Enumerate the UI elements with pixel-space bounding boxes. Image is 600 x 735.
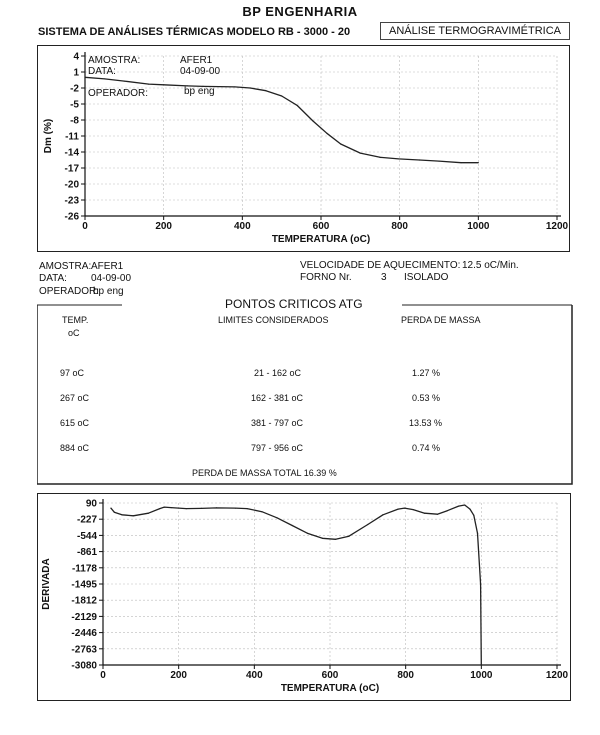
- data-point: [398, 158, 399, 159]
- chart-operador-label: OPERADOR:: [88, 88, 149, 99]
- data-point: [473, 515, 474, 516]
- info-operador-label: OPERADOR:: [39, 286, 100, 297]
- row-4-temp: 884 oC: [60, 443, 90, 453]
- data-point: [104, 78, 105, 79]
- x-tick-label: 800: [391, 221, 409, 232]
- col-temp-unit: oC: [68, 328, 80, 338]
- col-temp-header: TEMP.: [62, 315, 89, 325]
- y-tick-label: -2: [70, 83, 79, 95]
- y-tick-label: -1495: [71, 579, 97, 591]
- data-point: [438, 160, 439, 161]
- data-point: [413, 509, 414, 510]
- data-point: [478, 162, 479, 163]
- x-tick-label: 1000: [467, 221, 490, 232]
- x-tick-label: 0: [82, 221, 88, 232]
- y-tick-label: -11: [65, 131, 79, 143]
- data-point: [159, 508, 160, 509]
- y-tick-label: -20: [64, 179, 79, 191]
- data-point: [247, 508, 248, 509]
- x-axis-label: TEMPERATURA (oC): [280, 683, 380, 694]
- derivative-chart: [37, 493, 571, 701]
- x-axis-label: TEMPERATURA (oC): [271, 234, 371, 245]
- row-1-temp: 97 oC: [60, 368, 85, 378]
- total-mass-loss: PERDA DE MASSA TOTAL 16.39 %: [192, 468, 337, 478]
- y-tick-label: -2763: [71, 644, 97, 656]
- info-operador-value: bp eng: [93, 286, 124, 297]
- data-point: [360, 152, 361, 153]
- y-tick-label: -3080: [71, 660, 97, 672]
- data-point: [477, 533, 478, 534]
- tga-chart: [37, 45, 570, 252]
- furnace-status: ISOLADO: [404, 272, 449, 283]
- data-point: [163, 84, 164, 85]
- data-point: [250, 87, 251, 88]
- x-tick-label: 600: [321, 670, 339, 681]
- data-point: [424, 513, 425, 514]
- y-tick-label: -1812: [71, 595, 97, 607]
- y-tick-label: -861: [76, 547, 97, 559]
- system-title: SISTEMA DE ANÁLISES TÉRMICAS MODELO RB - 3000 - 20: [38, 26, 351, 38]
- data-point: [348, 536, 349, 537]
- y-tick-label: 1: [73, 67, 79, 79]
- y-tick-label: -5: [70, 99, 79, 111]
- data-point: [382, 514, 383, 515]
- data-point: [398, 509, 399, 510]
- data-point: [447, 510, 448, 511]
- data-point: [458, 505, 459, 506]
- y-tick-label: -544: [76, 530, 97, 542]
- x-tick-label: 800: [397, 670, 415, 681]
- chart-data-label: DATA:: [88, 66, 116, 77]
- data-point: [367, 524, 368, 525]
- data-point: [379, 157, 380, 158]
- y-tick-label: 90: [85, 498, 97, 510]
- data-point: [235, 508, 236, 509]
- data-point: [148, 513, 149, 514]
- data-point: [261, 511, 262, 512]
- y-tick-label: -17: [64, 163, 79, 175]
- info-data-value: 04-09-00: [91, 273, 132, 284]
- row-4-loss: 0.74 %: [412, 443, 441, 453]
- row-4-limits: 797 - 956 oC: [251, 443, 304, 453]
- data-point: [84, 77, 85, 78]
- y-tick-label: -2446: [71, 628, 97, 640]
- data-point: [313, 120, 314, 121]
- data-point: [201, 508, 202, 509]
- data-point: [481, 664, 482, 665]
- row-2-limits: 162 - 381 oC: [251, 393, 304, 403]
- info-amostra-value: AFER1: [91, 261, 124, 272]
- x-tick-label: 200: [155, 221, 173, 232]
- data-point: [340, 143, 341, 144]
- data-point: [164, 506, 165, 507]
- series-line: [111, 505, 481, 665]
- x-tick-label: 1200: [545, 221, 569, 232]
- x-tick-label: 0: [100, 670, 106, 681]
- y-tick-label: -8: [70, 115, 79, 127]
- col-limits-header: LIMITES CONSIDERADOS: [218, 315, 329, 325]
- data-point: [124, 80, 125, 81]
- row-3-temp: 615 oC: [60, 418, 90, 428]
- data-point: [292, 525, 293, 526]
- y-tick-label: -14: [64, 147, 79, 159]
- row-3-loss: 13.53 %: [409, 418, 443, 428]
- data-point: [297, 105, 298, 106]
- data-point: [186, 508, 187, 509]
- info-data-label: DATA:: [39, 273, 67, 284]
- data-point: [216, 507, 217, 508]
- x-tick-label: 600: [312, 221, 330, 232]
- y-tick-label: -2129: [71, 611, 97, 623]
- data-point: [121, 514, 122, 515]
- chart-amostra-label: AMOSTRA:: [88, 55, 141, 66]
- data-point: [281, 95, 282, 96]
- heating-rate-label: VELOCIDADE DE AQUECIMENTO:: [300, 260, 461, 271]
- data-point: [469, 509, 470, 510]
- row-1-loss: 1.27 %: [412, 368, 441, 378]
- y-tick-label: 4: [73, 51, 79, 63]
- company-title: BP ENGENHARIA: [242, 4, 358, 19]
- data-point: [460, 162, 461, 163]
- furnace-value: 3: [381, 272, 387, 283]
- col-loss-header: PERDA DE MASSA: [401, 315, 481, 325]
- row-2-loss: 0.53 %: [412, 393, 441, 403]
- data-point: [234, 86, 235, 87]
- x-tick-label: 400: [233, 221, 251, 232]
- data-point: [419, 159, 420, 160]
- data-point: [335, 539, 336, 540]
- y-tick-label: -1178: [71, 563, 97, 575]
- row-1-limits: 21 - 162 oC: [254, 368, 302, 378]
- x-tick-label: 200: [170, 670, 188, 681]
- x-tick-label: 400: [245, 670, 263, 681]
- row-3-limits: 381 - 797 oC: [251, 418, 304, 428]
- chart-data-value: 04-09-00: [180, 66, 221, 77]
- data-point: [404, 508, 405, 509]
- y-tick-label: -227: [76, 514, 97, 526]
- critical-points-frame: [37, 297, 573, 485]
- data-point: [133, 515, 134, 516]
- data-point: [480, 584, 481, 585]
- chart-operador-value: bp eng: [184, 86, 215, 97]
- x-tick-label: 1000: [470, 670, 493, 681]
- critical-points-title: PONTOS CRITICOS ATG: [225, 297, 363, 311]
- data-point: [265, 90, 266, 91]
- data-point: [307, 533, 308, 534]
- data-point: [326, 133, 327, 134]
- info-amostra-label: AMOSTRA:: [39, 261, 92, 272]
- y-axis-label: Dm (%): [43, 118, 54, 154]
- data-point: [114, 512, 115, 513]
- y-tick-label: -26: [64, 211, 79, 223]
- chart-amostra-value: AFER1: [180, 55, 213, 66]
- data-point: [464, 504, 465, 505]
- y-axis-label: DERIVADA: [41, 558, 52, 610]
- y-tick-label: -23: [64, 195, 79, 207]
- data-point: [171, 507, 172, 508]
- data-point: [276, 517, 277, 518]
- heating-rate-value: 12.5 oC/Min.: [462, 260, 519, 271]
- data-point: [148, 84, 149, 85]
- row-2-temp: 267 oC: [60, 393, 90, 403]
- analysis-mode-box: ANÁLISE TERMOGRAVIMÉTRICA: [380, 22, 570, 40]
- x-tick-label: 1200: [545, 670, 569, 681]
- data-point: [322, 538, 323, 539]
- furnace-label: FORNO Nr.: [300, 272, 352, 283]
- data-point: [437, 514, 438, 515]
- data-point: [110, 508, 111, 509]
